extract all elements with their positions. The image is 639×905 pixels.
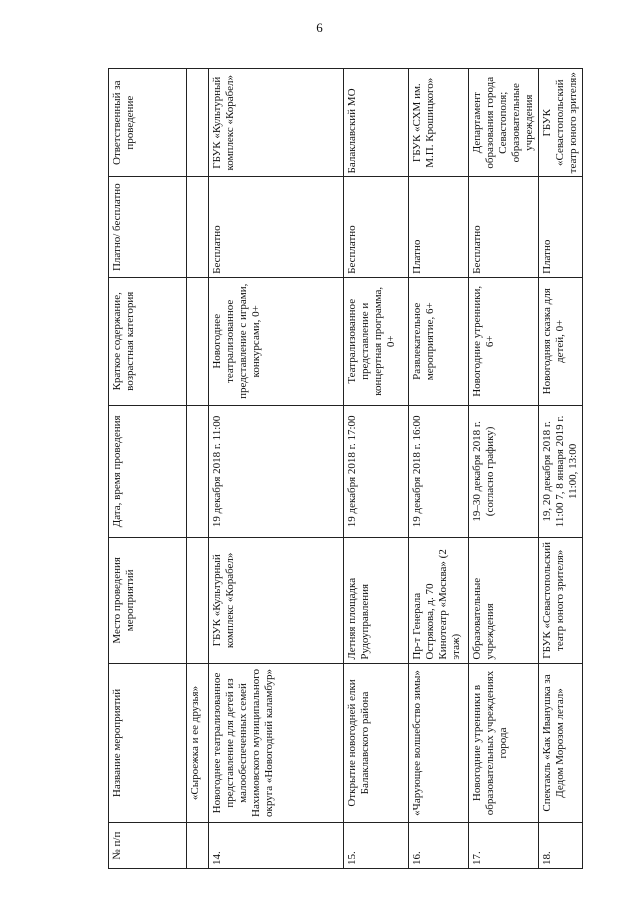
cell-name: Новогодние утренники в образовательных учреждениях города: [469, 663, 539, 823]
cell-date: 19, 20 декабря 2018 г. 11:00 7, 8 января 2019 г. 11:00, 13:00: [539, 405, 583, 537]
cell-pay: Платно: [409, 177, 469, 277]
cell-desc: Развлекательное мероприятие, 6+: [409, 277, 469, 405]
cell-pay: Бесплатно: [209, 177, 344, 277]
cell-date: 19–30 декабря 2018 г. (согласно графику): [469, 405, 539, 537]
header-num: № п/п: [109, 823, 187, 869]
cell-resp: [187, 69, 209, 177]
cell-place: Пр-т Генерала Острякова, д. 70 Кинотеатр «Москва» (2 этаж): [409, 538, 469, 664]
events-table-container: [108, 68, 579, 869]
cell-num: 17.: [469, 823, 539, 869]
cell-date: 19 декабря 2018 г. 17:00: [344, 405, 409, 537]
events-table: [108, 68, 583, 869]
cell-num: 16.: [409, 823, 469, 869]
cell-name: Открытие новогодней елки Балаклавского района: [344, 663, 409, 823]
cell-resp: Департамент образования города Севастополя; образовательные учреждения: [469, 69, 539, 177]
cell-place: ГБУК «Культурный комплекс «Корабел»: [209, 538, 344, 664]
cell-resp: ГБУК «СХМ им. М.П. Крошицкого»: [409, 69, 469, 177]
header-name: Название мероприятий: [109, 663, 187, 823]
table-row: [209, 69, 344, 869]
cell-num: 15.: [344, 823, 409, 869]
header-place: Место проведения мероприятий: [109, 538, 187, 664]
cell-place: [187, 538, 209, 664]
cell-date: [187, 405, 209, 537]
cell-name: «Чарующее волшебство зимы»: [409, 663, 469, 823]
cell-resp: ГБУК «Севастопольский театр юного зрителя»: [539, 69, 583, 177]
cell-place: ГБУК «Севастопольский театр юного зрителя»: [539, 538, 583, 664]
cell-name: Спектакль «Как Иванушка за Дедом Морозом летал»: [539, 663, 583, 823]
page-number: 6: [316, 20, 323, 35]
cell-resp: ГБУК «Культурный комплекс «Корабел»: [209, 69, 344, 177]
table-row: [469, 69, 539, 869]
cell-date: 19 декабря 2018 г. 11:00: [209, 405, 344, 537]
cell-desc: Новогодняя сказка для детей, 0+: [539, 277, 583, 405]
cell-pay: Платно: [539, 177, 583, 277]
header-pay: Платно/ бесплатно: [109, 177, 187, 277]
header-date: Дата, время проведения: [109, 405, 187, 537]
table-row: [344, 69, 409, 869]
cell-place: Летняя площадка Рудоуправления: [344, 538, 409, 664]
cell-num: 14.: [209, 823, 344, 869]
cell-desc: Новогодние утренники, 6+: [469, 277, 539, 405]
cell-date: 19 декабря 2018 г. 16:00: [409, 405, 469, 537]
cell-name: Новогоднее театрализованное представление для детей из малообеспеченных семей Нахимовского муниципального округа «Новогодний каламбур»: [209, 663, 344, 823]
cell-desc: Театрализованное представление и концертная программа, 0+: [344, 277, 409, 405]
cell-pay: Бесплатно: [344, 177, 409, 277]
cell-desc: [187, 277, 209, 405]
cell-pay: [187, 177, 209, 277]
cell-num: [187, 823, 209, 869]
table-header-row: [109, 69, 187, 869]
cell-num: 18.: [539, 823, 583, 869]
cell-place: Образовательные учреждения: [469, 538, 539, 664]
cell-pay: Бесплатно: [469, 177, 539, 277]
table-row-continuation: [187, 69, 209, 869]
cell-resp: Балаклавский МО: [344, 69, 409, 177]
header-desc: Краткое содержание, возрастная категория: [109, 277, 187, 405]
cell-name: «Сыроежка и ее друзья»: [187, 663, 209, 823]
table-row: [409, 69, 469, 869]
header-resp: Ответственный за проведение: [109, 69, 187, 177]
cell-desc: Новогоднее театрализованное представление с играми, конкурсами, 0+: [209, 277, 344, 405]
table-row: [539, 69, 583, 869]
